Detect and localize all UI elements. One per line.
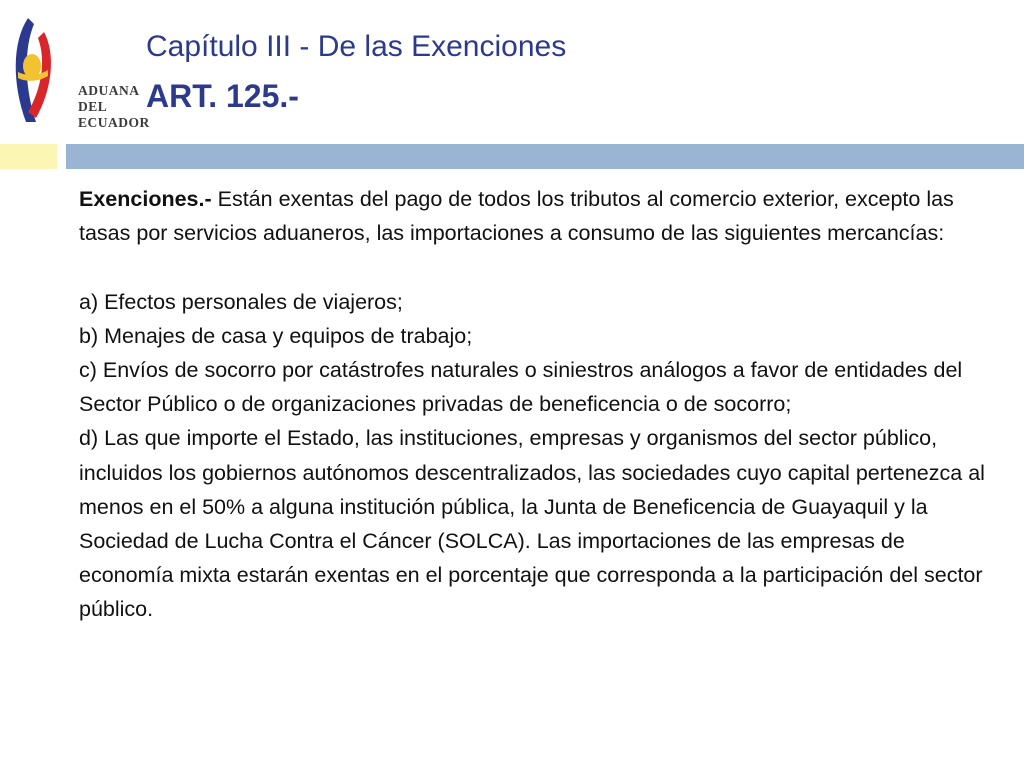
logo-line-ecuador: ECUADOR	[78, 115, 150, 130]
list-item-c: c) Envíos de socorro por catástrofes naturales o siniestros análogos a favor de entidades del Sector Público o de organizaciones privadas de beneficencia o de socorro;	[79, 358, 963, 417]
aduana-logo	[8, 14, 150, 130]
article-title: ART. 125.-	[146, 78, 299, 114]
intro-lead: Exenciones.-	[79, 187, 212, 211]
list-item-d: d) Las que importe el Estado, las instituciones, empresas y organismos del sector público, incluidos los gobiernos autónomos descentralizados, las sociedades cuyo capital pertenezca al menos en el 50% a alguna institución pública, la Junta de Beneficencia de Guayaquil y la Sociedad de Lucha Contra el Cáncer (SOLCA). Las importaciones de las empresas de economía mixta estarán exentas en el porcentaje que corresponda a la participación del sector público.	[79, 426, 985, 622]
list-item-a: a) Efectos personales de viajeros;	[79, 289, 403, 314]
logo-line-aduana: ADUANA	[78, 83, 140, 98]
logo-wordmark	[78, 83, 150, 131]
accent-bar-yellow	[0, 144, 57, 169]
chapter-title: Capítulo III - De las Exenciones	[146, 30, 567, 63]
intro-text: Están exentas del pago de todos los tributos al comercio exterior, excepto las tasas por servicios aduaneros, las importaciones a consumo de las siguientes mercancías:	[79, 187, 954, 246]
article-body	[79, 182, 994, 627]
accent-bar-blue	[66, 144, 1024, 169]
logo-line-del: DEL	[78, 99, 108, 114]
list-item-b: b) Menajes de casa y equipos de trabajo;	[79, 323, 473, 348]
intro-paragraph	[79, 182, 994, 250]
